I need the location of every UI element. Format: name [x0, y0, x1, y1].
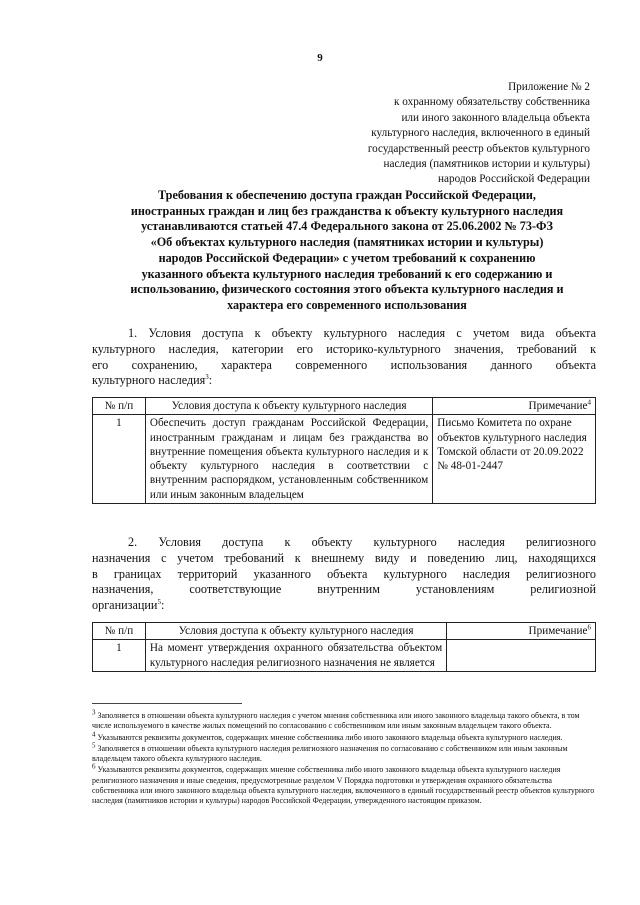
- section-2-last-line: [92, 598, 596, 614]
- appendix-line: Приложение № 2: [508, 81, 590, 93]
- title-line: указанного объекта культурного наследия требований к его содержанию и: [141, 266, 553, 281]
- footnote-ref[interactable]: 6: [587, 623, 591, 632]
- appendix-line: государственный реестр объектов культурного: [367, 142, 590, 155]
- section-2-line: 2. Условия доступа к объекту культурного наследия религиозного: [128, 535, 596, 549]
- footnote-text: Указываются реквизиты документов, содержащих мнение собственника либо иного законного владельца объекта культурного наследия религиозного назначения и иные сведения, предусмотренные разделом V Порядка подготовки и утверждения охранного обязательства собственника или иного законного владельца объекта культурного наследия, включенного в единый государственный реестр объектов культурного наследия (памятников истории и культуры) народов Российской Федерации, утвержденного настоящим приказом.: [92, 765, 595, 806]
- section-2-text: [92, 535, 596, 614]
- footnotes: [92, 708, 600, 808]
- footnote-number: 6: [92, 762, 96, 771]
- header-conditions: Условия доступа к объекту культурного наследия: [145, 623, 446, 640]
- row-conditions: Обеспечить доступ гражданам Российской Федерации, иностранным гражданам и лицам без гражданства во внутренние помещения объекта культурного наследия и к объекту культурного наследия в соответствии с внутренним распорядком, установленным собственником или иным законным владельцем: [145, 415, 432, 504]
- section-1-line: культурного наследия, категории его историко-культурного значения, требований к: [92, 341, 596, 356]
- row-conditions: На момент утверждения охранного обязательства объектом культурного наследия религиозного назначения не является: [145, 640, 446, 672]
- title-line: устанавливаются статьей 47.4 Федерального закона от 25.06.2002 № 73-ФЗ: [141, 219, 553, 234]
- footnote-ref[interactable]: 5: [157, 598, 161, 607]
- section-2-line: назначения, соответствующие внутренним установлениям религиозной: [92, 582, 596, 597]
- footnote-ref[interactable]: 3: [205, 373, 209, 382]
- title-line: иностранных граждан и лиц без гражданства к объекту культурного наследия: [130, 203, 564, 218]
- document-title: [92, 188, 602, 314]
- section-2-line: назначения с учетом требований к внешнему виду и поведению лиц, находящихся: [92, 550, 596, 565]
- footnote-text: Указываются реквизиты документов, содержащих мнение собственника либо иного законного владельца объекта культурного наследия.: [95, 732, 563, 742]
- header-num: № п/п: [93, 623, 146, 640]
- appendix-line: народов Российской Федерации: [438, 173, 590, 186]
- header-note-label: Примечание: [528, 625, 588, 637]
- appendix-line: наследия (памятников истории и культуры): [383, 158, 590, 171]
- header-note-label: Примечание: [528, 400, 588, 412]
- section-1-table: [92, 397, 596, 504]
- footnote-text: Заполняется в отношении объекта культурного наследия религиозного назначения по согласованию с собственником или иным законным владельцем такого объекта культурного наследия.: [92, 743, 568, 764]
- row-num: 1: [93, 415, 146, 504]
- header-note: [447, 623, 596, 640]
- footnote-number: 3: [92, 708, 96, 717]
- section-2-table: [92, 622, 596, 672]
- footnote-number: 5: [92, 741, 96, 750]
- header-conditions: Условия доступа к объекту культурного наследия: [145, 398, 432, 415]
- appendix-line: культурного наследия, включенного в единый: [371, 127, 590, 140]
- section-1-tail: :: [208, 373, 213, 388]
- section-1-text: [92, 326, 596, 389]
- row-note: [447, 640, 596, 672]
- appendix-line: или иного законного владельца объекта: [401, 111, 590, 124]
- section-1-last-text: культурного наследия: [92, 373, 206, 388]
- footnote-divider: [92, 703, 242, 704]
- header-note: [433, 398, 596, 415]
- footnote: [92, 762, 600, 806]
- table-header-row: [93, 398, 596, 415]
- row-note: Письмо Комитета по охране объектов культурного наследия Томской области от 20.09.2022 № 48-01-2447: [433, 415, 596, 504]
- section-2-line: в границах территорий указанного объекта культурного наследия религиозного: [92, 566, 596, 581]
- footnote-number: 4: [92, 729, 96, 738]
- footnote: [92, 708, 600, 732]
- row-num: 1: [93, 640, 146, 672]
- section-2-tail: :: [160, 598, 165, 613]
- appendix-line: к охранному обязательству собственника: [394, 96, 590, 109]
- section-1-last-line: [92, 373, 596, 389]
- table-row: [93, 415, 596, 504]
- table-row: [93, 640, 596, 672]
- title-line: использованию, физического состояния этого объекта культурного наследия и: [130, 282, 564, 297]
- table-header-row: [93, 623, 596, 640]
- header-num: № п/п: [93, 398, 146, 415]
- section-1-line: 1. Условия доступа к объекту культурного наследия с учетом вида объекта: [128, 326, 596, 340]
- title-line: «Об объектах культурного наследия (памятниках истории и культуры): [150, 235, 544, 250]
- footnote-ref[interactable]: 4: [587, 398, 591, 407]
- section-2-last-text: организации: [92, 598, 158, 613]
- footnote: [92, 741, 600, 765]
- footnote-text: Заполняется в отношении объекта культурного наследия с учетом мнения собственника или иного законного владельца такого объекта, в том числе используемого в качестве жилых помещений по согласованию с собственником или иным законным владельцем такого объекта.: [92, 711, 580, 731]
- footnote: [92, 729, 600, 743]
- section-1-line: его сохранению, характера современного использования данного объекта: [92, 357, 596, 372]
- title-line: Требования к обеспечению доступа граждан Российской Федерации,: [158, 188, 536, 202]
- page-number: 9: [317, 52, 323, 64]
- title-line: народов Российской Федерации» с учетом требований к сохранению: [158, 250, 536, 265]
- appendix-header: [300, 80, 590, 188]
- title-line: характера его современного использования: [227, 297, 467, 312]
